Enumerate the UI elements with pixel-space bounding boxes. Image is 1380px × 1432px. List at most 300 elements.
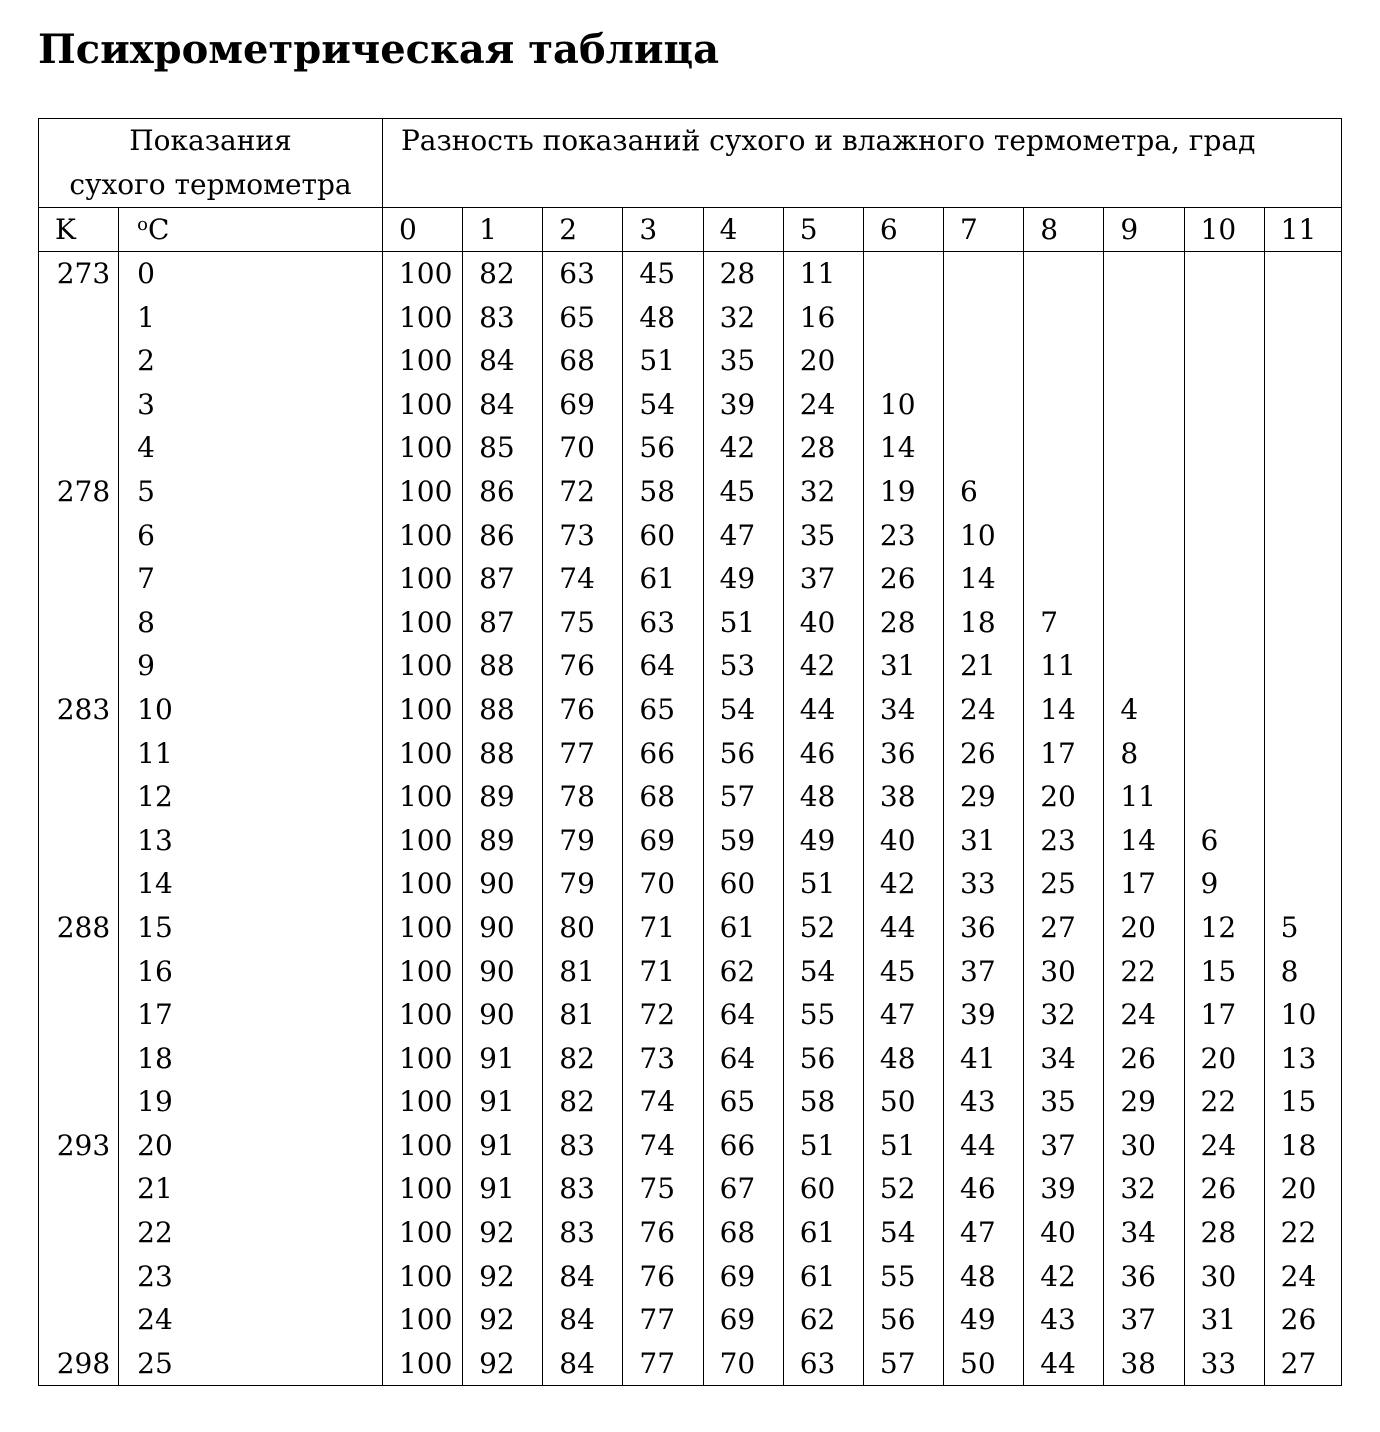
humidity-cell xyxy=(1184,426,1264,470)
table-row xyxy=(39,514,1342,558)
diff-column-header: 10 xyxy=(1184,208,1264,252)
humidity-cell: 10 xyxy=(863,383,943,427)
kelvin-cell xyxy=(39,296,119,340)
kelvin-cell xyxy=(39,601,119,645)
humidity-cell: 20 xyxy=(1264,1167,1341,1211)
humidity-cell: 8 xyxy=(1104,732,1184,776)
humidity-cell: 51 xyxy=(863,1124,943,1168)
humidity-cell: 47 xyxy=(703,514,783,558)
table-row xyxy=(39,732,1342,776)
humidity-cell xyxy=(1184,732,1264,776)
humidity-cell: 100 xyxy=(382,1037,462,1081)
humidity-cell: 66 xyxy=(623,732,703,776)
celsius-cell: 10 xyxy=(119,688,383,732)
humidity-cell: 4 xyxy=(1104,688,1184,732)
humidity-cell: 60 xyxy=(783,1167,863,1211)
humidity-cell: 40 xyxy=(783,601,863,645)
celsius-cell: 21 xyxy=(119,1167,383,1211)
celsius-cell: 13 xyxy=(119,819,383,863)
humidity-cell: 18 xyxy=(1264,1124,1341,1168)
humidity-cell: 57 xyxy=(703,775,783,819)
humidity-cell: 50 xyxy=(944,1342,1024,1386)
humidity-cell: 61 xyxy=(783,1211,863,1255)
humidity-cell: 39 xyxy=(1024,1167,1104,1211)
dry-thermometer-header xyxy=(39,119,383,208)
humidity-cell: 54 xyxy=(863,1211,943,1255)
table-row xyxy=(39,1211,1342,1255)
humidity-cell: 90 xyxy=(463,862,543,906)
celsius-cell: 1 xyxy=(119,296,383,340)
celsius-cell: 25 xyxy=(119,1342,383,1386)
humidity-cell: 43 xyxy=(1024,1298,1104,1342)
humidity-cell xyxy=(1104,252,1184,296)
kelvin-cell xyxy=(39,1298,119,1342)
humidity-cell: 71 xyxy=(623,950,703,994)
humidity-cell: 100 xyxy=(382,252,462,296)
celsius-cell: 24 xyxy=(119,1298,383,1342)
humidity-cell: 77 xyxy=(543,732,623,776)
humidity-cell xyxy=(944,252,1024,296)
humidity-cell: 79 xyxy=(543,862,623,906)
diff-column-header: 2 xyxy=(543,208,623,252)
celsius-cell: 9 xyxy=(119,644,383,688)
table-body xyxy=(39,252,1342,1386)
celsius-cell: 23 xyxy=(119,1255,383,1299)
humidity-cell: 74 xyxy=(623,1124,703,1168)
humidity-cell: 68 xyxy=(623,775,703,819)
humidity-cell: 38 xyxy=(863,775,943,819)
humidity-cell xyxy=(1024,252,1104,296)
table-row xyxy=(39,252,1342,296)
kelvin-cell: 288 xyxy=(39,906,119,950)
humidity-cell xyxy=(1264,470,1341,514)
humidity-cell xyxy=(1104,339,1184,383)
diff-column-header: 3 xyxy=(623,208,703,252)
humidity-cell: 33 xyxy=(944,862,1024,906)
humidity-cell: 87 xyxy=(463,601,543,645)
humidity-cell: 30 xyxy=(1024,950,1104,994)
humidity-cell: 24 xyxy=(1264,1255,1341,1299)
humidity-cell: 85 xyxy=(463,426,543,470)
humidity-cell: 63 xyxy=(543,252,623,296)
humidity-cell: 37 xyxy=(944,950,1024,994)
humidity-cell: 100 xyxy=(382,819,462,863)
humidity-cell: 42 xyxy=(863,862,943,906)
humidity-cell: 28 xyxy=(863,601,943,645)
humidity-cell: 44 xyxy=(1024,1342,1104,1386)
humidity-cell: 51 xyxy=(703,601,783,645)
humidity-cell: 81 xyxy=(543,993,623,1037)
humidity-cell xyxy=(1264,557,1341,601)
humidity-cell: 74 xyxy=(623,1080,703,1124)
humidity-cell: 73 xyxy=(543,514,623,558)
humidity-cell: 71 xyxy=(623,906,703,950)
humidity-cell: 42 xyxy=(783,644,863,688)
humidity-cell xyxy=(1184,339,1264,383)
humidity-cell: 28 xyxy=(1184,1211,1264,1255)
humidity-cell: 83 xyxy=(543,1167,623,1211)
humidity-cell: 100 xyxy=(382,470,462,514)
humidity-cell: 86 xyxy=(463,470,543,514)
kelvin-cell xyxy=(39,426,119,470)
humidity-cell: 47 xyxy=(863,993,943,1037)
humidity-cell xyxy=(1264,732,1341,776)
humidity-cell: 54 xyxy=(623,383,703,427)
humidity-cell: 100 xyxy=(382,1255,462,1299)
humidity-cell: 47 xyxy=(944,1211,1024,1255)
humidity-cell: 20 xyxy=(1024,775,1104,819)
celsius-cell: 7 xyxy=(119,557,383,601)
header-row-main xyxy=(39,119,1342,208)
humidity-cell: 69 xyxy=(703,1255,783,1299)
diff-column-header: 11 xyxy=(1264,208,1341,252)
humidity-cell xyxy=(1184,557,1264,601)
humidity-cell: 66 xyxy=(703,1124,783,1168)
humidity-cell: 17 xyxy=(1104,862,1184,906)
humidity-cell: 40 xyxy=(1024,1211,1104,1255)
diff-column-header: 9 xyxy=(1104,208,1184,252)
humidity-cell: 100 xyxy=(382,950,462,994)
humidity-cell: 88 xyxy=(463,644,543,688)
humidity-cell: 45 xyxy=(623,252,703,296)
humidity-cell: 41 xyxy=(944,1037,1024,1081)
table-row xyxy=(39,470,1342,514)
humidity-cell: 63 xyxy=(623,601,703,645)
humidity-cell: 27 xyxy=(1024,906,1104,950)
humidity-cell: 90 xyxy=(463,950,543,994)
humidity-cell: 100 xyxy=(382,1298,462,1342)
diff-column-header: 1 xyxy=(463,208,543,252)
humidity-cell: 51 xyxy=(783,1124,863,1168)
kelvin-cell xyxy=(39,644,119,688)
humidity-cell: 60 xyxy=(623,514,703,558)
humidity-cell: 84 xyxy=(463,383,543,427)
humidity-cell xyxy=(1264,339,1341,383)
humidity-cell: 73 xyxy=(623,1037,703,1081)
humidity-cell: 100 xyxy=(382,1080,462,1124)
humidity-cell: 9 xyxy=(1184,862,1264,906)
humidity-cell: 21 xyxy=(944,644,1024,688)
humidity-cell: 30 xyxy=(1184,1255,1264,1299)
kelvin-cell xyxy=(39,557,119,601)
humidity-cell: 91 xyxy=(463,1124,543,1168)
humidity-cell: 65 xyxy=(703,1080,783,1124)
humidity-cell xyxy=(944,339,1024,383)
humidity-cell: 44 xyxy=(944,1124,1024,1168)
humidity-cell: 10 xyxy=(944,514,1024,558)
humidity-cell xyxy=(1264,775,1341,819)
humidity-cell: 26 xyxy=(1104,1037,1184,1081)
celsius-cell: 0 xyxy=(119,252,383,296)
humidity-cell: 79 xyxy=(543,819,623,863)
table-row xyxy=(39,1167,1342,1211)
humidity-cell xyxy=(863,252,943,296)
humidity-cell: 84 xyxy=(543,1255,623,1299)
header-row-units xyxy=(39,208,1342,252)
celsius-cell: 16 xyxy=(119,950,383,994)
humidity-cell: 48 xyxy=(783,775,863,819)
humidity-cell: 89 xyxy=(463,819,543,863)
humidity-cell: 67 xyxy=(703,1167,783,1211)
humidity-cell: 15 xyxy=(1184,950,1264,994)
table-row xyxy=(39,1037,1342,1081)
humidity-cell xyxy=(1264,383,1341,427)
humidity-cell xyxy=(1264,426,1341,470)
humidity-cell xyxy=(1184,252,1264,296)
kelvin-cell: 278 xyxy=(39,470,119,514)
humidity-cell: 27 xyxy=(1264,1342,1341,1386)
humidity-cell: 86 xyxy=(463,514,543,558)
humidity-cell xyxy=(1264,601,1341,645)
humidity-cell: 34 xyxy=(1104,1211,1184,1255)
humidity-cell: 37 xyxy=(1104,1298,1184,1342)
humidity-cell: 44 xyxy=(863,906,943,950)
kelvin-cell xyxy=(39,383,119,427)
table-row xyxy=(39,557,1342,601)
table-row xyxy=(39,862,1342,906)
humidity-cell: 92 xyxy=(463,1211,543,1255)
humidity-cell: 26 xyxy=(863,557,943,601)
humidity-cell xyxy=(1184,383,1264,427)
dry-thermometer-header-line2: сухого термометра xyxy=(69,168,352,201)
humidity-cell: 34 xyxy=(1024,1037,1104,1081)
humidity-cell xyxy=(1104,426,1184,470)
humidity-cell: 65 xyxy=(623,688,703,732)
humidity-cell xyxy=(1024,514,1104,558)
humidity-cell: 26 xyxy=(1184,1167,1264,1211)
humidity-cell: 82 xyxy=(463,252,543,296)
humidity-cell: 70 xyxy=(543,426,623,470)
humidity-cell: 28 xyxy=(703,252,783,296)
humidity-cell: 20 xyxy=(783,339,863,383)
humidity-cell: 75 xyxy=(543,601,623,645)
humidity-cell xyxy=(1104,557,1184,601)
humidity-cell: 37 xyxy=(783,557,863,601)
kelvin-cell xyxy=(39,862,119,906)
humidity-cell: 100 xyxy=(382,426,462,470)
humidity-cell: 14 xyxy=(863,426,943,470)
table-row xyxy=(39,644,1342,688)
celsius-cell: 19 xyxy=(119,1080,383,1124)
humidity-cell: 45 xyxy=(703,470,783,514)
celsius-column-header xyxy=(119,208,383,252)
humidity-cell: 72 xyxy=(623,993,703,1037)
humidity-cell: 6 xyxy=(944,470,1024,514)
humidity-cell: 63 xyxy=(783,1342,863,1386)
celsius-cell: 20 xyxy=(119,1124,383,1168)
humidity-cell: 36 xyxy=(1104,1255,1184,1299)
humidity-cell: 65 xyxy=(543,296,623,340)
humidity-cell: 54 xyxy=(783,950,863,994)
humidity-cell: 56 xyxy=(863,1298,943,1342)
humidity-cell: 28 xyxy=(783,426,863,470)
humidity-cell xyxy=(1104,470,1184,514)
humidity-cell xyxy=(863,296,943,340)
diff-column-header: 5 xyxy=(783,208,863,252)
kelvin-cell: 293 xyxy=(39,1124,119,1168)
humidity-cell: 32 xyxy=(783,470,863,514)
humidity-cell xyxy=(1024,470,1104,514)
humidity-cell: 100 xyxy=(382,1342,462,1386)
table-row xyxy=(39,993,1342,1037)
humidity-cell: 92 xyxy=(463,1342,543,1386)
table-row xyxy=(39,1124,1342,1168)
humidity-cell: 24 xyxy=(1104,993,1184,1037)
humidity-cell xyxy=(1024,383,1104,427)
kelvin-cell xyxy=(39,1211,119,1255)
humidity-cell xyxy=(1024,426,1104,470)
humidity-cell xyxy=(1104,296,1184,340)
humidity-cell: 58 xyxy=(783,1080,863,1124)
humidity-cell: 15 xyxy=(1264,1080,1341,1124)
humidity-cell: 32 xyxy=(703,296,783,340)
humidity-cell xyxy=(1184,296,1264,340)
humidity-cell: 14 xyxy=(944,557,1024,601)
humidity-cell: 90 xyxy=(463,993,543,1037)
humidity-cell: 35 xyxy=(783,514,863,558)
humidity-cell: 100 xyxy=(382,383,462,427)
kelvin-cell xyxy=(39,1080,119,1124)
humidity-cell: 49 xyxy=(783,819,863,863)
humidity-cell: 42 xyxy=(703,426,783,470)
humidity-cell: 17 xyxy=(1184,993,1264,1037)
humidity-cell: 100 xyxy=(382,906,462,950)
humidity-cell xyxy=(1104,601,1184,645)
kelvin-cell xyxy=(39,1167,119,1211)
humidity-cell: 81 xyxy=(543,950,623,994)
celsius-cell: 12 xyxy=(119,775,383,819)
humidity-cell: 39 xyxy=(703,383,783,427)
humidity-cell: 51 xyxy=(623,339,703,383)
table-row xyxy=(39,819,1342,863)
humidity-cell xyxy=(1104,514,1184,558)
celsius-cell: 3 xyxy=(119,383,383,427)
humidity-cell xyxy=(1264,252,1341,296)
table-row xyxy=(39,1080,1342,1124)
kelvin-cell xyxy=(39,775,119,819)
humidity-cell xyxy=(1264,688,1341,732)
kelvin-cell xyxy=(39,993,119,1037)
humidity-cell: 26 xyxy=(944,732,1024,776)
humidity-cell: 34 xyxy=(863,688,943,732)
humidity-cell: 70 xyxy=(703,1342,783,1386)
humidity-cell: 48 xyxy=(623,296,703,340)
humidity-cell xyxy=(944,426,1024,470)
humidity-cell xyxy=(1024,296,1104,340)
humidity-cell: 57 xyxy=(863,1342,943,1386)
humidity-cell: 82 xyxy=(543,1037,623,1081)
humidity-cell: 55 xyxy=(783,993,863,1037)
celsius-cell: 5 xyxy=(119,470,383,514)
humidity-cell: 6 xyxy=(1184,819,1264,863)
humidity-cell: 29 xyxy=(944,775,1024,819)
dry-thermometer-header-line1: Показания xyxy=(129,124,292,157)
humidity-cell: 22 xyxy=(1264,1211,1341,1255)
humidity-cell: 45 xyxy=(863,950,943,994)
humidity-cell: 76 xyxy=(543,644,623,688)
diff-column-header: 7 xyxy=(944,208,1024,252)
humidity-cell: 14 xyxy=(1024,688,1104,732)
celsius-cell: 14 xyxy=(119,862,383,906)
humidity-cell: 61 xyxy=(703,906,783,950)
humidity-cell: 59 xyxy=(703,819,783,863)
humidity-cell: 12 xyxy=(1184,906,1264,950)
celsius-cell: 18 xyxy=(119,1037,383,1081)
humidity-cell: 36 xyxy=(944,906,1024,950)
diff-column-header: 0 xyxy=(382,208,462,252)
humidity-cell: 20 xyxy=(1104,906,1184,950)
humidity-cell: 11 xyxy=(783,252,863,296)
humidity-cell: 50 xyxy=(863,1080,943,1124)
humidity-cell: 54 xyxy=(703,688,783,732)
humidity-cell: 17 xyxy=(1024,732,1104,776)
humidity-cell: 100 xyxy=(382,644,462,688)
humidity-cell: 91 xyxy=(463,1080,543,1124)
humidity-cell: 76 xyxy=(623,1211,703,1255)
humidity-cell: 33 xyxy=(1184,1342,1264,1386)
humidity-cell: 89 xyxy=(463,775,543,819)
humidity-cell xyxy=(1184,470,1264,514)
humidity-cell: 100 xyxy=(382,339,462,383)
table-row xyxy=(39,601,1342,645)
humidity-cell: 49 xyxy=(944,1298,1024,1342)
humidity-cell: 87 xyxy=(463,557,543,601)
humidity-cell: 74 xyxy=(543,557,623,601)
humidity-cell: 91 xyxy=(463,1167,543,1211)
page-title: Психрометрическая таблица xyxy=(38,26,719,73)
humidity-cell: 8 xyxy=(1264,950,1341,994)
humidity-cell: 64 xyxy=(703,993,783,1037)
humidity-cell: 22 xyxy=(1184,1080,1264,1124)
celsius-cell: 17 xyxy=(119,993,383,1037)
humidity-cell: 30 xyxy=(1104,1124,1184,1168)
kelvin-cell xyxy=(39,950,119,994)
humidity-cell: 100 xyxy=(382,514,462,558)
table-row xyxy=(39,688,1342,732)
humidity-cell: 35 xyxy=(703,339,783,383)
humidity-cell: 55 xyxy=(863,1255,943,1299)
table-row xyxy=(39,775,1342,819)
diff-column-header: 4 xyxy=(703,208,783,252)
humidity-cell: 56 xyxy=(623,426,703,470)
humidity-cell: 62 xyxy=(783,1298,863,1342)
humidity-cell: 24 xyxy=(944,688,1024,732)
kelvin-cell: 283 xyxy=(39,688,119,732)
humidity-cell xyxy=(1104,383,1184,427)
humidity-cell: 53 xyxy=(703,644,783,688)
humidity-cell: 64 xyxy=(703,1037,783,1081)
humidity-cell: 11 xyxy=(1024,644,1104,688)
difference-header: Разность показаний сухого и влажного термометра, град xyxy=(382,119,1341,208)
humidity-cell: 69 xyxy=(623,819,703,863)
humidity-cell: 38 xyxy=(1104,1342,1184,1386)
psychrometric-table xyxy=(38,118,1342,1386)
diff-column-header: 8 xyxy=(1024,208,1104,252)
humidity-cell: 84 xyxy=(543,1298,623,1342)
humidity-cell: 75 xyxy=(623,1167,703,1211)
humidity-cell: 7 xyxy=(1024,601,1104,645)
humidity-cell: 100 xyxy=(382,993,462,1037)
kelvin-cell: 298 xyxy=(39,1342,119,1386)
kelvin-column-header: K xyxy=(39,208,119,252)
humidity-cell: 56 xyxy=(783,1037,863,1081)
humidity-cell: 37 xyxy=(1024,1124,1104,1168)
table-row xyxy=(39,1298,1342,1342)
kelvin-cell xyxy=(39,1255,119,1299)
table-row xyxy=(39,906,1342,950)
humidity-cell: 16 xyxy=(783,296,863,340)
humidity-cell xyxy=(1104,644,1184,688)
